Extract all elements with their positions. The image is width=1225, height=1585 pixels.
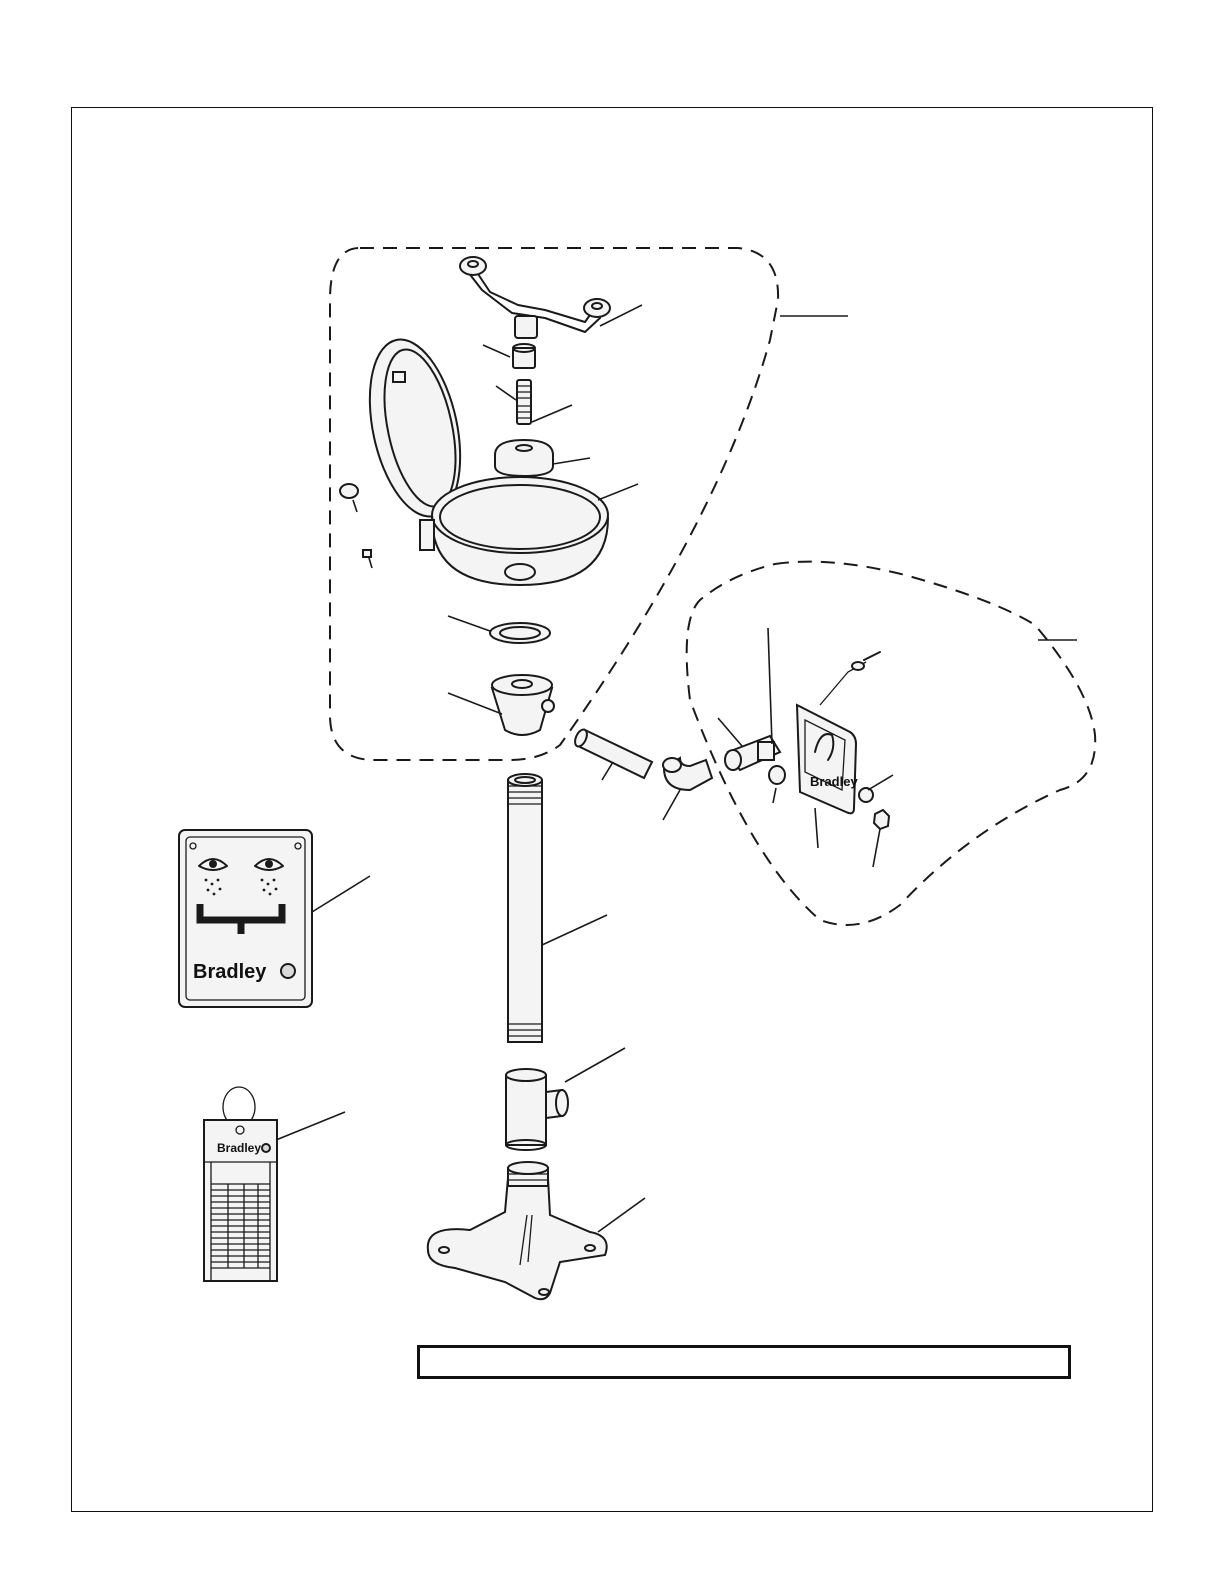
supply-nipple [573, 728, 652, 780]
caption-box [417, 1345, 1071, 1379]
eyewash-bowl [420, 477, 638, 585]
inspection-tag [204, 1087, 345, 1281]
bushing [483, 344, 535, 368]
pedestal-base [428, 1162, 645, 1299]
cover-screw [363, 550, 372, 568]
gasket [448, 616, 550, 643]
valve-stem [769, 766, 785, 803]
bradley-logo-icon [281, 964, 295, 978]
spray-head-assembly [460, 257, 642, 338]
cover-knob [340, 484, 358, 512]
flange-cap [495, 440, 590, 476]
pedestal-pipe [508, 774, 607, 1042]
ball-valve [718, 628, 780, 770]
sign-brand-text: Bradley [193, 961, 267, 983]
tag-brand-text: Bradley [217, 1141, 262, 1155]
tag-logo-icon [262, 1144, 270, 1152]
threaded-nipple [496, 380, 572, 424]
street-elbow [663, 758, 712, 820]
tag-grid [211, 1184, 270, 1268]
lock-washer [859, 775, 893, 802]
pipe-tee [506, 1048, 625, 1150]
valve-assembly-boundary [687, 562, 1096, 925]
valve-plate-brand-text: Bradley [810, 774, 858, 789]
push-flag-handle [797, 652, 880, 848]
eyewash-sign [179, 830, 370, 1007]
hex-nut [873, 810, 889, 867]
bowl-receptor [448, 675, 554, 735]
